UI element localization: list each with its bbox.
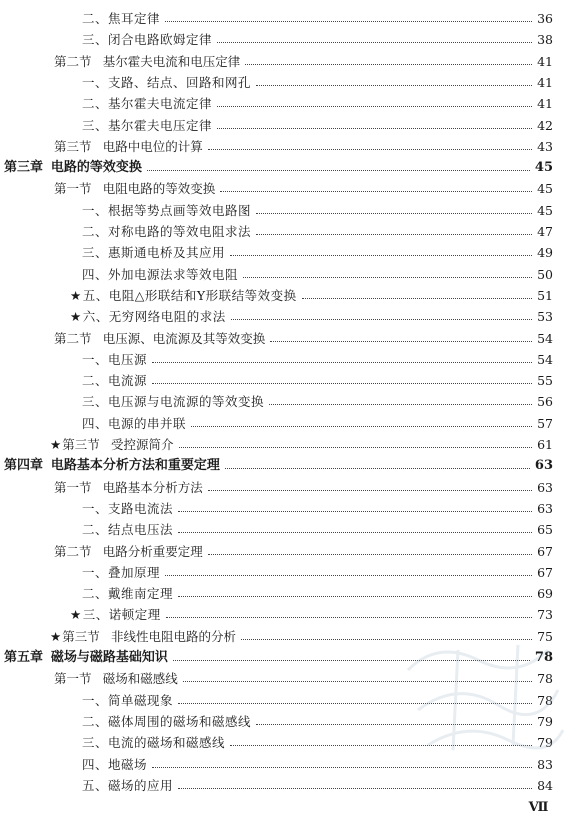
toc-entry-number: 二、 — [82, 373, 109, 389]
toc-entry-page-number: 56 — [537, 394, 553, 410]
toc-entry-title — [4, 157, 142, 179]
toc-entry-label: 戴维南定理 — [108, 586, 174, 602]
toc-entry-chapter — [4, 157, 553, 179]
toc-entry-item — [82, 583, 553, 605]
toc-entry-label: 基尔霍夫电压定律 — [108, 117, 213, 133]
toc-entry-page-number: 45 — [537, 181, 553, 197]
dot-leader — [165, 575, 532, 576]
dot-leader — [270, 341, 532, 342]
toc-entry-title — [82, 775, 173, 797]
toc-entry-title — [82, 115, 212, 137]
toc-entry-title — [82, 370, 147, 392]
toc-entry-page-number: 54 — [537, 330, 553, 346]
toc-entry-item — [70, 604, 553, 626]
toc-entry-label: 磁体周围的磁场和磁感线 — [108, 713, 252, 729]
toc-entry-label: 惠斯通电桥及其应用 — [108, 245, 226, 261]
watermark-stamp — [398, 630, 568, 760]
dot-leader — [178, 532, 532, 533]
toc-entry-label: 受控源简介 — [110, 437, 174, 452]
toc-entry-title — [4, 647, 168, 669]
toc-entry-item — [82, 562, 553, 584]
dot-leader — [166, 617, 532, 618]
toc-entry-label: 地磁场 — [108, 756, 148, 772]
toc-entry-number: 一、 — [82, 500, 109, 516]
toc-entry-number: 一、 — [82, 564, 109, 580]
toc-entry-page-number: 54 — [537, 351, 553, 367]
toc-entry-page-number: 63 — [534, 458, 553, 474]
toc-entry-page-number: 67 — [537, 564, 553, 580]
dot-leader — [208, 490, 532, 491]
toc-entry-number: 第三节 — [62, 628, 100, 644]
toc-entry-title — [82, 72, 251, 94]
toc-entry-item — [82, 8, 553, 30]
toc-entry-title — [82, 711, 251, 733]
toc-entry-number: 三、 — [82, 607, 109, 623]
toc-entry-number: 第一节 — [54, 479, 92, 495]
toc-entry-title — [54, 136, 203, 158]
toc-entry-title — [4, 455, 220, 477]
toc-entry-section — [54, 477, 553, 499]
toc-entry-number: 三、 — [82, 245, 109, 261]
toc-entry-label: 基尔霍夫电流定律 — [108, 96, 213, 112]
optional-star-icon: ★ — [50, 437, 62, 452]
optional-star-icon: ★ — [70, 287, 82, 303]
toc-entry-label: 电阻电路的等效变换 — [102, 181, 216, 197]
toc-entry-page-number: 41 — [537, 96, 553, 112]
toc-entry-number: 二、 — [82, 224, 109, 239]
toc-entry-number: 第三章 — [4, 160, 44, 176]
toc-entry-section — [54, 328, 553, 350]
toc-entry-number: 五、 — [82, 777, 109, 793]
dot-leader — [243, 277, 532, 278]
toc-entry-page-number: 53 — [537, 309, 553, 325]
dot-leader — [217, 106, 532, 107]
toc-entry-page-number: 42 — [537, 117, 553, 133]
toc-entry-number: 第二节 — [54, 330, 92, 346]
dot-leader — [256, 213, 532, 214]
page-folio: Ⅶ — [528, 800, 549, 815]
toc-entry-label: 电源的串并联 — [108, 415, 187, 431]
toc-entry-item — [82, 200, 553, 222]
toc-entry-number: 四、 — [82, 415, 109, 431]
dot-leader — [217, 42, 532, 43]
toc-entry-page-number: 65 — [537, 522, 553, 538]
toc-entry-page-number: 73 — [537, 607, 553, 623]
toc-entry-page-number: 79 — [537, 735, 553, 751]
toc-entry-title — [82, 29, 212, 51]
toc-entry-label: 外加电源法求等效电阻 — [108, 266, 239, 282]
toc-entry-page-number: 67 — [537, 543, 553, 559]
toc-entry-page-number: 36 — [537, 11, 553, 26]
toc-entry-chapter — [4, 455, 553, 477]
toc-entry-title — [54, 477, 203, 499]
toc-entry-title — [82, 732, 225, 754]
toc-entry-item — [82, 413, 553, 435]
toc-entry-item — [70, 285, 553, 307]
toc-entry-number: 三、 — [82, 32, 109, 48]
toc-entry-number: 四、 — [82, 266, 109, 282]
toc-entry-number: 二、 — [82, 96, 109, 112]
toc-entry-label: 磁场和磁感线 — [102, 671, 178, 687]
toc-entry-label: 电路的等效变换 — [50, 160, 142, 176]
toc-entry-number: 三、 — [82, 117, 109, 133]
toc-entry-label: 电压源、电流源及其等效变换 — [102, 330, 266, 346]
toc-entry-label: 无穷网络电阻的求法 — [108, 309, 226, 325]
toc-entry-page-number: 43 — [537, 138, 553, 154]
toc-entry-number: 第二节 — [54, 53, 92, 69]
toc-entry-page-number: 78 — [534, 650, 553, 665]
dot-leader — [225, 468, 530, 469]
toc-entry-section — [54, 51, 553, 73]
toc-entry-title — [82, 583, 173, 605]
toc-entry-number: 第三节 — [54, 138, 92, 154]
toc-entry-page-number: 63 — [537, 500, 553, 516]
toc-entry-item — [82, 775, 553, 797]
toc-entry-label: 电路分析重要定理 — [102, 543, 203, 559]
toc-entry-page-number: 61 — [537, 437, 553, 452]
toc-entry-label: 电压源 — [108, 351, 148, 367]
toc-entry-label: 叠加原理 — [108, 564, 161, 580]
dot-leader — [178, 511, 532, 512]
dot-leader — [152, 383, 532, 384]
toc-entry-label: 焦耳定律 — [108, 11, 161, 26]
toc-entry-item — [82, 370, 553, 392]
dot-leader — [147, 170, 530, 171]
dot-leader — [191, 426, 532, 427]
toc-entry-label: 根据等势点画等效电路图 — [108, 202, 252, 218]
dot-leader — [269, 404, 532, 405]
toc-entry-page-number: 69 — [537, 586, 553, 602]
dot-leader — [179, 447, 533, 448]
toc-entry-number: 二、 — [82, 586, 109, 602]
toc-entry-title — [82, 391, 264, 413]
toc-entry-label: 简单磁现象 — [108, 692, 174, 708]
toc-entry-label: 基尔霍夫电流和电压定律 — [102, 53, 241, 69]
toc-entry-item — [82, 221, 553, 243]
dot-leader — [152, 362, 532, 363]
toc-entry-title — [82, 690, 173, 712]
toc-entry-title — [82, 93, 212, 115]
toc-entry-title — [54, 541, 203, 563]
toc-entry-number: 一、 — [82, 74, 109, 90]
toc-entry-page-number: 47 — [537, 224, 553, 239]
toc-entry-item — [82, 519, 553, 541]
toc-entry-page-number: 84 — [537, 777, 553, 793]
toc-entry-label: 电压源与电流源的等效变换 — [108, 394, 265, 410]
toc-entry-title — [50, 626, 236, 648]
toc-entry-title — [50, 434, 174, 456]
toc-entry-title — [82, 754, 147, 776]
toc-entry-title — [82, 8, 160, 30]
toc-entry-item — [82, 349, 553, 371]
toc-entry-number: 六、 — [82, 309, 109, 325]
toc-entry-number: 第五章 — [4, 650, 44, 665]
toc-entry-page-number: 41 — [537, 53, 553, 69]
toc-entry-item — [82, 498, 553, 520]
toc-entry-item — [82, 115, 553, 137]
toc-entry-item — [70, 306, 553, 328]
toc-entry-item — [82, 93, 553, 115]
toc-entry-label: 诺顿定理 — [108, 607, 161, 623]
toc-entry-page-number: 51 — [537, 287, 553, 303]
dot-leader — [217, 128, 532, 129]
toc-entry-section — [54, 541, 553, 563]
dot-leader — [208, 149, 532, 150]
toc-entry-label: 电路中电位的计算 — [102, 138, 203, 154]
toc-entry-title — [82, 519, 173, 541]
toc-entry-page-number: 55 — [537, 373, 553, 389]
toc-entry-number: 第三节 — [62, 437, 100, 452]
toc-entry-number: 四、 — [82, 756, 109, 772]
toc-entry-label: 非线性电阻电路的分析 — [110, 628, 236, 644]
dot-leader — [302, 298, 532, 299]
toc-entry-item — [82, 29, 553, 51]
toc-entry-number: 一、 — [82, 692, 109, 708]
toc-entry-page-number: 63 — [537, 479, 553, 495]
toc-entry-page-number: 78 — [537, 671, 553, 687]
toc-entry-label: 电阻△形联结和Y形联结等效变换 — [108, 287, 297, 303]
toc-entry-number: 三、 — [82, 394, 109, 410]
toc-entry-number: 第一节 — [54, 181, 92, 197]
toc-entry-item — [82, 264, 553, 286]
toc-entry-title — [54, 328, 265, 350]
toc-entry-page-number: 78 — [537, 692, 553, 708]
toc-entry-number: 二、 — [82, 11, 109, 26]
toc-entry-label: 磁场的应用 — [108, 777, 174, 793]
toc-entry-page-number: 75 — [537, 628, 553, 644]
toc-entry-page-number: 41 — [537, 74, 553, 90]
toc-entry-page-number: 38 — [537, 32, 553, 48]
toc-entry-title — [82, 242, 225, 264]
dot-leader — [208, 554, 532, 555]
toc-entry-number: 一、 — [82, 202, 109, 218]
dot-leader — [256, 85, 532, 86]
optional-star-icon: ★ — [70, 607, 82, 623]
toc-entry-label: 闭合电路欧姆定律 — [108, 32, 213, 48]
toc-entry-label: 电路基本分析方法和重要定理 — [50, 458, 220, 474]
toc-entry-title — [54, 51, 240, 73]
toc-entry-title — [54, 178, 215, 200]
toc-entry-item — [82, 391, 553, 413]
toc-entry-title — [82, 221, 251, 243]
toc-entry-page-number: 45 — [537, 202, 553, 218]
toc-entry-item — [82, 242, 553, 264]
dot-leader — [165, 21, 532, 22]
toc-entry-page-number: 83 — [537, 756, 553, 772]
toc-entry-page-number: 50 — [537, 266, 553, 282]
toc-entry-section — [54, 178, 553, 200]
toc-entry-number: 三、 — [82, 735, 109, 751]
toc-entry-label: 磁场与磁路基础知识 — [50, 650, 168, 665]
dot-leader — [231, 319, 532, 320]
optional-star-icon: ★ — [70, 309, 82, 325]
toc-entry-title — [82, 498, 173, 520]
dot-leader — [178, 596, 532, 597]
toc-entry-page-number: 57 — [537, 415, 553, 431]
toc-entry-title — [82, 264, 238, 286]
toc-entry-label: 电流源 — [108, 373, 148, 389]
toc-entry-number: 五、 — [82, 287, 109, 303]
toc-entry-label: 结点电压法 — [108, 522, 174, 538]
toc-entry-label: 支路、结点、回路和网孔 — [108, 74, 252, 90]
toc-entry-label: 电路基本分析方法 — [102, 479, 203, 495]
toc-entry-title — [82, 562, 160, 584]
toc-entry-page-number: 49 — [537, 245, 553, 261]
toc-entry-number: 一、 — [82, 351, 109, 367]
toc-entry-number: 二、 — [82, 713, 109, 729]
toc-entry-item — [82, 72, 553, 94]
toc-entry-number: 二、 — [82, 522, 109, 538]
dot-leader — [230, 255, 532, 256]
toc-entry-label: 支路电流法 — [108, 500, 174, 516]
toc-entry-title — [70, 306, 226, 328]
dot-leader — [220, 191, 532, 192]
dot-leader — [152, 767, 532, 768]
toc-entry-page-number: 45 — [534, 160, 553, 176]
toc-entry-title — [82, 413, 186, 435]
toc-entry-number: 第四章 — [4, 458, 44, 474]
toc-entry-label: 对称电路的等效电阻求法 — [108, 224, 252, 239]
optional-star-icon: ★ — [50, 628, 62, 644]
dot-leader — [245, 64, 532, 65]
dot-leader — [178, 788, 532, 789]
toc-entry-section — [54, 136, 553, 158]
toc-entry-title — [70, 604, 161, 626]
toc-entry-title — [54, 668, 178, 690]
toc-entry-number: 第一节 — [54, 671, 92, 687]
toc-entry-title — [70, 285, 297, 307]
toc-entry-title — [82, 349, 147, 371]
dot-leader — [256, 234, 532, 235]
toc-entry-section — [50, 434, 553, 456]
toc-entry-label: 电流的磁场和磁感线 — [108, 735, 226, 751]
toc-entry-page-number: 79 — [537, 713, 553, 729]
toc-entry-title — [82, 200, 251, 222]
toc-entry-number: 第二节 — [54, 543, 92, 559]
